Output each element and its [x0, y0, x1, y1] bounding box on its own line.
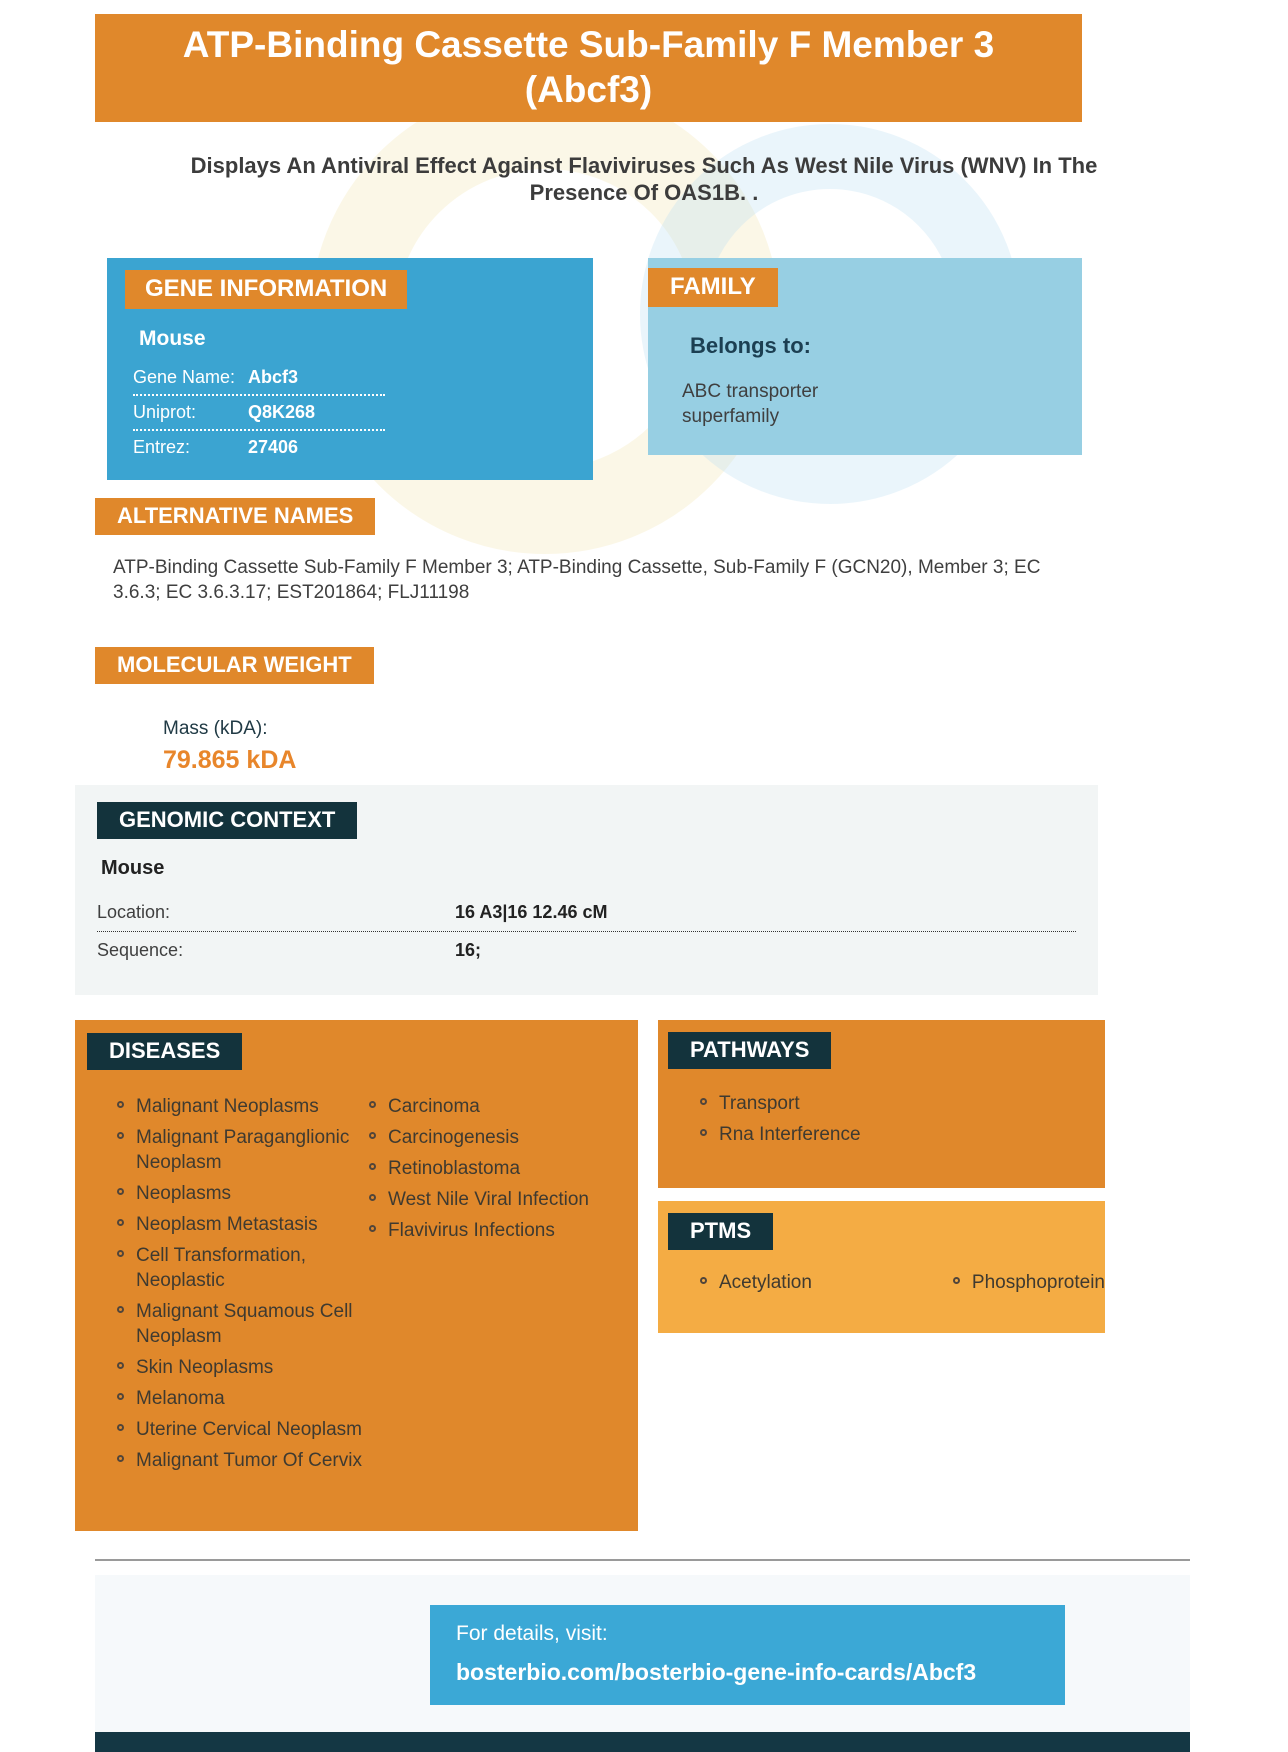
mass-label: Mass (kDA): — [163, 718, 268, 739]
uniprot-label: Uniprot: — [133, 402, 197, 422]
disease-list-item: Neoplasm Metastasis — [117, 1212, 369, 1237]
pathways-heading: PATHWAYS — [668, 1032, 831, 1069]
diseases-heading: DISEASES — [87, 1033, 242, 1070]
uniprot-row — [133, 396, 385, 431]
genomic-species-label: Mouse — [101, 857, 165, 879]
bullet-icon — [117, 1306, 124, 1313]
diseases-list-col2 — [369, 1094, 609, 1479]
pathways-panel — [658, 1020, 1105, 1188]
bullet-icon — [369, 1194, 376, 1201]
footer-visit-label: For details, visit: — [456, 1622, 608, 1645]
bullet-icon — [953, 1277, 960, 1284]
family-panel — [648, 258, 1082, 455]
bullet-icon — [369, 1101, 376, 1108]
molecular-weight-heading: MOLECULAR WEIGHT — [95, 647, 374, 684]
disease-list-item: Carcinogenesis — [369, 1125, 609, 1150]
entrez-row — [133, 431, 385, 464]
bullet-icon — [369, 1163, 376, 1170]
top-panels-row — [107, 258, 1288, 480]
alternative-names-text: ATP-Binding Cassette Sub-Family F Member 3; ATP-Binding Cassette, Sub-Family F (GCN20), Member 3; EC 3.6.3; EC 3.6.3.17; EST201864; FLJ11198 — [113, 557, 1041, 603]
disease-list-item: Neoplasms — [117, 1181, 369, 1206]
bullet-icon — [369, 1225, 376, 1232]
ptms-list — [700, 1270, 1105, 1301]
ptms-panel — [658, 1201, 1105, 1333]
entrez-value: 27406 — [248, 437, 299, 457]
disease-list-item: West Nile Viral Infection — [369, 1187, 609, 1212]
pathway-list-item: Rna Interference — [700, 1122, 1105, 1147]
diseases-panel — [75, 1020, 638, 1531]
bullet-icon — [117, 1219, 124, 1226]
mass-value: 79.865 kDA — [163, 746, 297, 774]
genomic-context-heading: GENOMIC CONTEXT — [97, 802, 357, 839]
diseases-list-col1 — [117, 1094, 369, 1479]
disease-list-item: Retinoblastoma — [369, 1156, 609, 1181]
bottom-panels-row — [75, 1020, 1288, 1531]
disease-list-item: Melanoma — [117, 1386, 369, 1411]
bullet-icon — [117, 1101, 124, 1108]
molecular-weight-section — [95, 647, 1288, 684]
gene-information-heading: GENE INFORMATION — [125, 270, 407, 309]
disease-list-item: Malignant Tumor Of Cervix — [117, 1448, 369, 1473]
ptm-list-item: Acetylation — [700, 1270, 953, 1295]
gene-name-label: Gene Name: — [133, 367, 236, 387]
ptm-list-item: Phosphoprotein — [953, 1270, 1105, 1295]
disease-list-item: Cell Transformation, Neoplastic — [117, 1243, 369, 1293]
gene-summary-subtitle: Displays An Antiviral Effect Against Flaviviruses Such As West Nile Virus (WNV) In The Presence Of OAS1B. . — [190, 153, 1098, 205]
disease-list-item: Skin Neoplasms — [117, 1355, 369, 1380]
gene-name-value: Abcf3 — [248, 367, 299, 387]
location-value: 16 A3|16 12.46 cM — [455, 902, 608, 922]
genomic-table — [97, 894, 1076, 969]
bullet-icon — [369, 1132, 376, 1139]
gene-name-row — [133, 361, 385, 396]
bullet-icon — [117, 1188, 124, 1195]
footer-divider — [95, 1559, 1190, 1561]
right-panels-column — [658, 1020, 1105, 1333]
bullet-icon — [700, 1098, 707, 1105]
page-title: ATP-Binding Cassette Sub-Family F Member 3 (Abcf3) — [95, 14, 1082, 122]
disease-list-item: Malignant Neoplasms — [117, 1094, 369, 1119]
entrez-label: Entrez: — [133, 437, 191, 457]
gene-information-panel — [107, 258, 593, 480]
bullet-icon — [117, 1250, 124, 1257]
disease-list-item: Malignant Paraganglionic Neoplasm — [117, 1125, 369, 1175]
bullet-icon — [117, 1455, 124, 1462]
bullet-icon — [117, 1424, 124, 1431]
bullet-icon — [700, 1277, 707, 1284]
disease-list-item: Malignant Squamous Cell Neoplasm — [117, 1299, 369, 1349]
alternative-names-section — [95, 498, 1288, 535]
uniprot-value: Q8K268 — [248, 402, 316, 422]
sequence-value: 16; — [455, 940, 482, 960]
sequence-row — [97, 932, 1076, 969]
bullet-icon — [117, 1132, 124, 1139]
bullet-icon — [700, 1129, 707, 1136]
belongs-to-label: Belongs to: — [690, 333, 811, 358]
gene-info-table — [133, 361, 385, 464]
location-label: Location: — [97, 902, 171, 922]
sequence-label: Sequence: — [97, 940, 184, 960]
bottom-accent-bar — [95, 1732, 1190, 1752]
family-value: ABC transporter superfamily — [682, 381, 819, 427]
disease-list-item: Flavivirus Infections — [369, 1218, 609, 1243]
footer-details-box — [430, 1605, 1065, 1705]
bullet-icon — [117, 1393, 124, 1400]
footer-panel — [95, 1575, 1190, 1732]
bullet-icon — [117, 1362, 124, 1369]
disease-list-item: Uterine Cervical Neoplasm — [117, 1417, 369, 1442]
pathways-list — [700, 1091, 1105, 1147]
ptms-heading: PTMS — [668, 1213, 773, 1250]
location-row — [97, 894, 1076, 932]
genomic-context-panel — [75, 785, 1098, 995]
alternative-names-heading: ALTERNATIVE NAMES — [95, 498, 375, 535]
family-heading: FAMILY — [648, 268, 778, 307]
species-label: Mouse — [139, 327, 206, 350]
disease-list-item: Carcinoma — [369, 1094, 609, 1119]
pathway-list-item: Transport — [700, 1091, 1105, 1116]
footer-url-link[interactable]: bosterbio.com/bosterbio-gene-info-cards/Abcf3 — [456, 1659, 977, 1685]
